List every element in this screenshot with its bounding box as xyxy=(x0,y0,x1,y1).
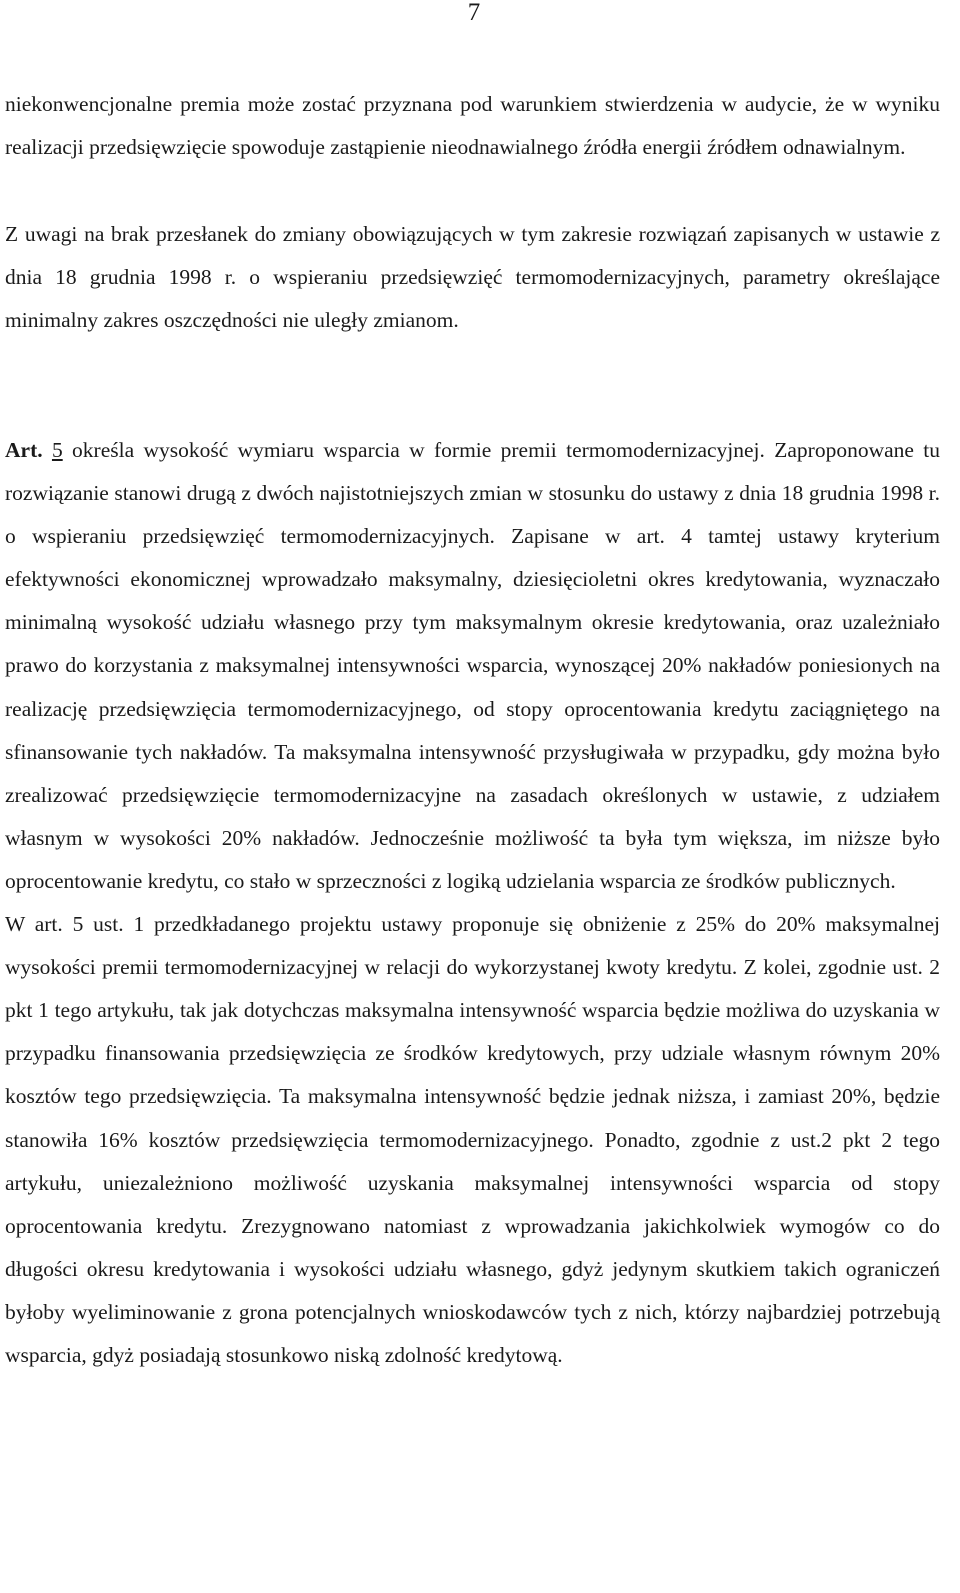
art-label: Art. xyxy=(5,438,43,462)
paragraph-premia-condition: niekonwencjonalne premia może zostać przyznana pod warunkiem stwierdzenia w audycie, że w wyniku realizacji przedsięwzięcie spowoduje zastąpienie nieodnawialnego źródła energii źródłem odnawialnym. xyxy=(5,92,940,160)
paragraph-art-5 xyxy=(5,429,940,1377)
paragraph-art-5-body: określa wysokość wymiaru wsparcia w formie premii termomodernizacyjnej. Zaproponowane tu rozwiązanie stanowi drugą z dwóch najistotniejszych zmian w stosunku do ustawy z dnia 18 grudnia 1998 r. o wspieraniu przedsięwzięć termomodernizacyjnych. Zapisane w art. 4 tamtej ustawy kryterium efektywności ekonomicznej wprowadzało maksymalny, dziesięcioletni okres kredytowania, wyznaczało minimalną wysokość udziału własnego przy tym maksymalnym okresie kredytowania, oraz uzależniało prawo do korzystania z maksymalnej intensywności wsparcia, wynoszącej 20% nakładów poniesionych na realizację przedsięwzięcia termomodernizacyjnego, od stopy oprocentowania kredytu zaciągniętego na sfinansowanie tych nakładów. Ta maksymalna intensywność przysługiwała w przypadku, gdy można było zrealizować przedsięwzięcie termomodernizacyjne na zasadach określonych w ustawie, z udziałem własnym w wysokości 20% nakładów. Jednocześnie możliwość ta była tym większa, im niższe było oprocentowanie kredytu, co stało w sprzeczności z logiką udzielania wsparcia ze środków publicznych. xyxy=(5,438,941,893)
paragraph-art-5-ust-1: W art. 5 ust. 1 przedkładanego projektu ustawy proponuje się obniżenie z 25% do 20% maksymalnej wysokości premii termomodernizacyjnej w relacji do wykorzystanej kwoty kredytu. Z kolei, zgodnie ust. 2 pkt 1 tego artykułu, tak jak dotychczas maksymalna intensywność wsparcia będzie możliwa do uzyskania w przypadku finansowania przedsięwzięcia ze środków kredytowych, przy udziale własnym równym 20% kosztów tego przedsięwzięcia. Ta maksymalna intensywność będzie jednak niższa, i zamiast 20%, będzie stanowiła 16% kosztów przedsięwzięcia termomodernizacyjnego. Ponadto, zgodnie z ust.2 pkt 2 tego artykułu, uniezależniono możliwość uzyskania maksymalnej intensywności wsparcia od stopy oprocentowania kredytu. Zrezygnowano natomiast z wprowadzania jakichkolwiek wymogów co do długości okresu kredytowania i wysokości udziału własnego, gdyż jedynym skutkiem takich ograniczeń byłoby wyeliminowanie z grona potencjalnych wnioskodawców tych z nich, którzy najbardziej potrzebują wsparcia, gdyż posiadają stosunkowo niską zdolność kredytową. xyxy=(5,912,940,1367)
paragraph-parameters-unchanged: Z uwagi na brak przesłanek do zmiany obowiązujących w tym zakresie rozwiązań zapisanych w ustawie z dnia 18 grudnia 1998 r. o wspieraniu przedsięwzięć termomodernizacyjnych, parametry określające minimalny zakres oszczędności nie uległy zmianom. xyxy=(5,222,940,333)
page-number: 7 xyxy=(467,0,481,26)
art-number-link[interactable]: 5 xyxy=(51,438,63,462)
